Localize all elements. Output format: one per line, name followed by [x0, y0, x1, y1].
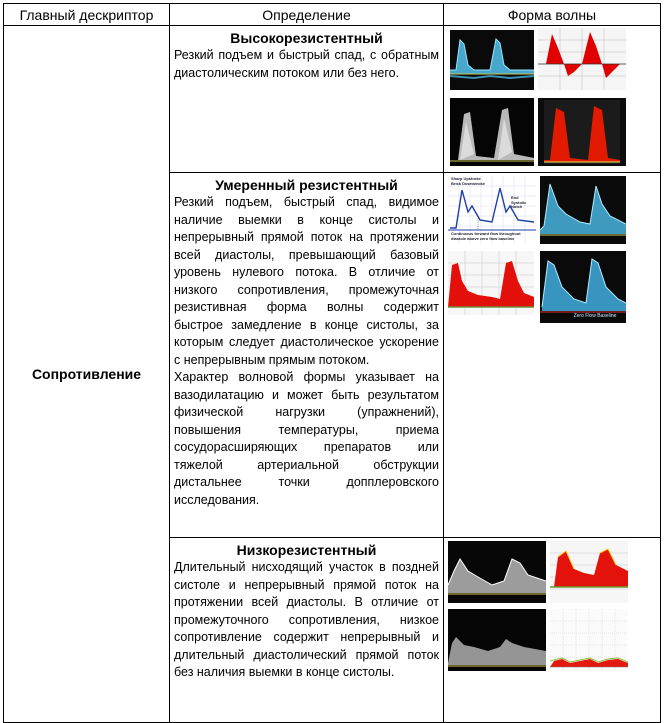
text-low: Длительный нисходящий участок в поздней систоле и непрерывный прямой поток на протяжении всей диастолы. В отличие от промежуточного сопротивления, низкое сопротивление содержит непрерывный и длительный диастолический прямой поток без наличия выемки в конце систолы.: [174, 560, 439, 679]
diagram-label-continuous: Continuous forward flow throughout diastole above zero flow baseline: [451, 231, 521, 241]
definition-low: [170, 538, 444, 723]
waveform-image-high-3: [450, 98, 534, 166]
waveform-high: [444, 26, 661, 173]
diagram-label-notch: End Systolic Notch: [511, 195, 527, 209]
waveform-image-high-2: [538, 28, 626, 90]
waveform-image-low-2: [550, 541, 628, 603]
waveform-image-low-3: [448, 609, 546, 671]
title-high: Высокорезистентный: [230, 30, 383, 46]
diagram-label-upstroke: Sharp Upstroke Brisk Downstroke: [451, 176, 486, 186]
waveform-image-high-4: [538, 98, 626, 166]
text-high: Резкий подъем и быстрый спад, с обратным диастолическим потоком или без него.: [174, 48, 439, 80]
title-low: Низкорезистентный: [236, 542, 377, 558]
text-intermediate: Резкий подъем, быстрый спад, видимое наличие выемки в конце систолы и непрерывный прямой поток на протяжении всей диастолы, превышающий базовый уровень нулевого потока. В отличие от низкого сопротивления, промежуточная резистивная форма волны содержит быстрое замедление в конце систолы, за которым следует диастолическое ускорение с непрерывным прямым потоком. Характер волновой формы указывает на вазодилатацию и может быть результатом физической нагрузки (упражнений), повышения температуры, приема сосудорасширяющих препаратов или тяжелой артериальной обструкции дистальнее точки допплеровского исследования.: [174, 195, 439, 507]
definition-intermediate: [170, 173, 444, 538]
waveform-image-intermediate-3: [448, 251, 534, 315]
descriptor-cell: [4, 26, 170, 723]
waveform-diagram-intermediate: [448, 176, 536, 244]
waveform-image-low-4: [550, 609, 628, 671]
waveform-image-low-1: [448, 541, 546, 603]
header-waveform: Форма волны: [444, 4, 661, 26]
waveform-image-intermediate-4: [540, 251, 626, 323]
waveform-image-intermediate-2: [540, 176, 626, 244]
header-descriptor: Главный дескриптор: [4, 4, 170, 26]
title-intermediate: Умеренный резистентный: [215, 177, 398, 193]
waveform-image-high-1: [450, 30, 534, 90]
header-row: [4, 4, 661, 26]
waveform-intermediate: [444, 173, 661, 538]
header-definition: Определение: [170, 4, 444, 26]
definition-high: [170, 26, 444, 173]
row-high-resistance: [4, 26, 661, 173]
waveform-table: [3, 3, 661, 723]
descriptor-label: Сопротивление: [31, 366, 142, 382]
waveform-low: [444, 538, 661, 723]
diagram-label-baseline: Zero Flow Baseline: [573, 313, 617, 319]
